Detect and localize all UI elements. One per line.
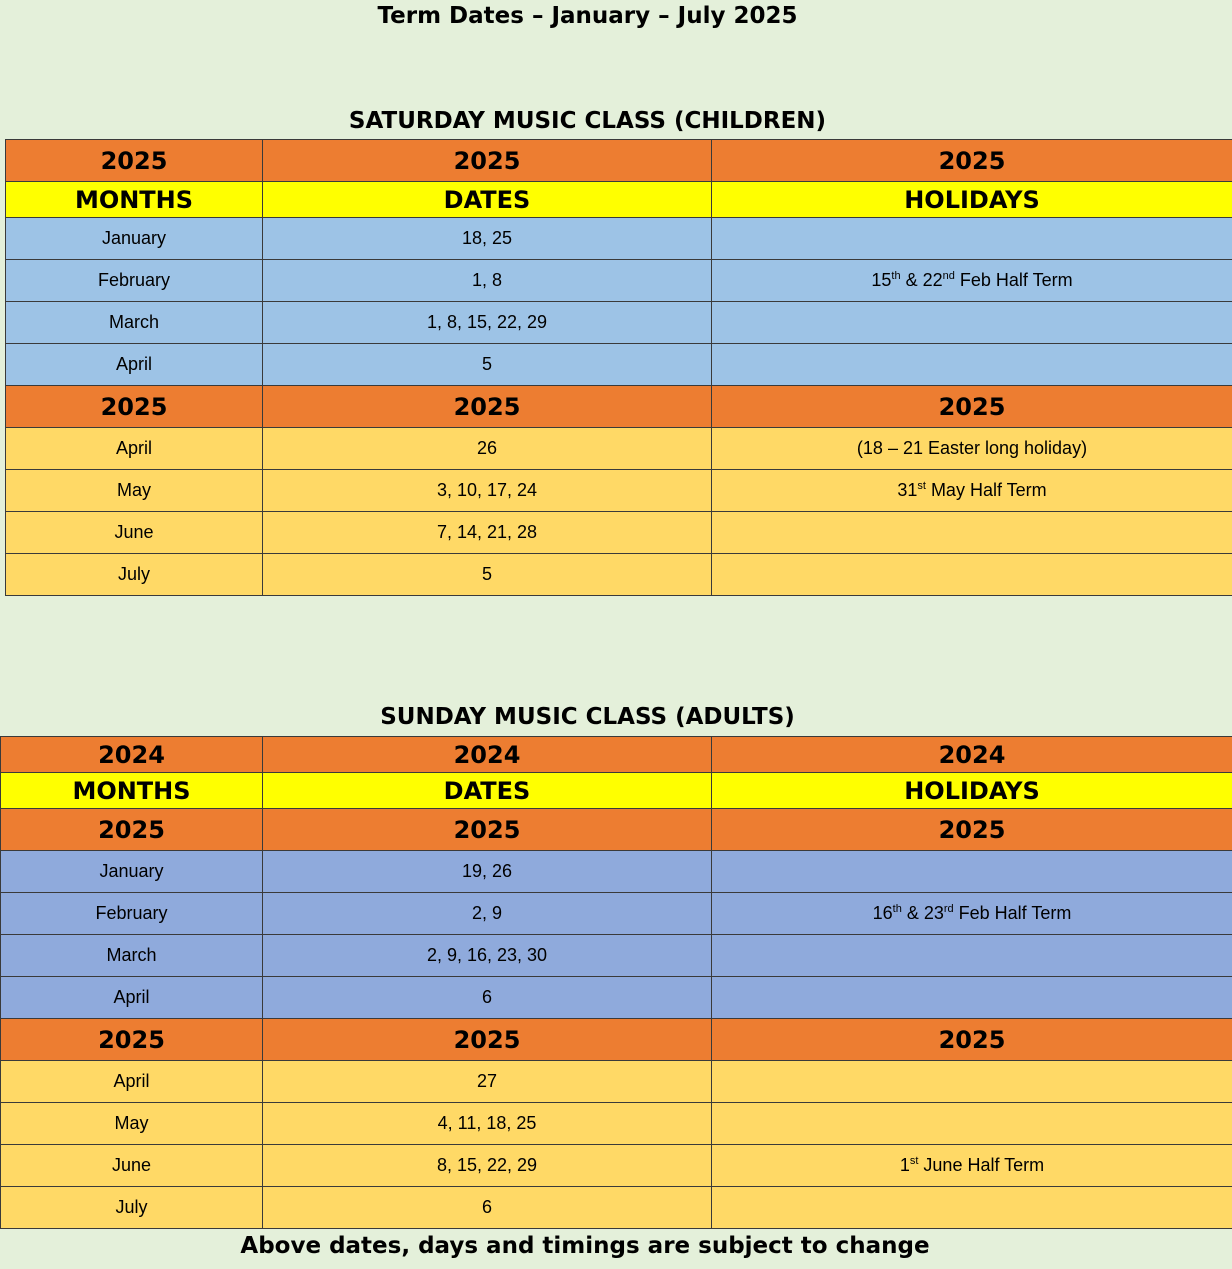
holidays-header: HOLIDAYS — [712, 182, 1232, 218]
year-cell: 2025 — [263, 386, 712, 428]
table-row — [6, 512, 1232, 554]
holiday-text: 1 — [899, 1155, 910, 1175]
saturday-schedule-table — [5, 139, 1232, 596]
ordinal-suffix: nd — [942, 270, 955, 282]
month-cell: July — [1, 1187, 263, 1229]
year-cell: 2025 — [263, 1019, 712, 1061]
month-cell: July — [6, 554, 263, 596]
holiday-text: Feb Half Term — [953, 903, 1072, 923]
holidays-header: HOLIDAYS — [712, 773, 1232, 809]
year-cell: 2024 — [712, 737, 1232, 773]
holiday-cell — [712, 977, 1232, 1019]
table-row — [1, 977, 1232, 1019]
month-cell: May — [1, 1103, 263, 1145]
table-row — [6, 554, 1232, 596]
month-cell: January — [6, 218, 263, 260]
dates-cell: 18, 25 — [263, 218, 712, 260]
year-cell: 2024 — [263, 737, 712, 773]
column-header-row — [6, 182, 1232, 218]
dates-cell: 8, 15, 22, 29 — [263, 1145, 712, 1187]
month-cell: May — [6, 470, 263, 512]
dates-cell: 19, 26 — [263, 851, 712, 893]
dates-cell: 5 — [263, 554, 712, 596]
column-header-row — [1, 773, 1232, 809]
table-row — [6, 428, 1232, 470]
holiday-cell — [712, 893, 1232, 935]
holiday-cell — [712, 1103, 1232, 1145]
table-year-header — [6, 386, 1232, 428]
holiday-cell — [712, 218, 1232, 260]
sunday-schedule-table — [0, 736, 1232, 1229]
holiday-cell — [712, 935, 1232, 977]
year-cell: 2024 — [1, 737, 263, 773]
month-cell: June — [6, 512, 263, 554]
holiday-cell — [712, 1061, 1232, 1103]
month-cell: March — [6, 302, 263, 344]
ordinal-suffix: st — [917, 480, 926, 492]
dates-cell: 5 — [263, 344, 712, 386]
table-year-header — [1, 1019, 1232, 1061]
ordinal-suffix: th — [892, 903, 902, 915]
holiday-cell: (18 – 21 Easter long holiday) — [712, 428, 1232, 470]
dates-cell: 2, 9 — [263, 893, 712, 935]
table-row — [6, 344, 1232, 386]
holiday-text: 31 — [897, 480, 918, 500]
table-year-header — [1, 809, 1232, 851]
holiday-text: May Half Term — [925, 480, 1047, 500]
year-cell: 2025 — [1, 1019, 263, 1061]
table-row — [1, 893, 1232, 935]
ordinal-suffix: rd — [943, 903, 954, 915]
holiday-cell — [712, 554, 1232, 596]
holiday-cell — [712, 470, 1232, 512]
table-year-header — [1, 737, 1232, 773]
month-cell: February — [1, 893, 263, 935]
table-row — [1, 1187, 1232, 1229]
year-cell: 2025 — [712, 809, 1232, 851]
month-cell: February — [6, 260, 263, 302]
holiday-cell — [712, 851, 1232, 893]
table-row — [6, 260, 1232, 302]
dates-cell: 2, 9, 16, 23, 30 — [263, 935, 712, 977]
months-header: MONTHS — [6, 182, 263, 218]
year-cell: 2025 — [1, 809, 263, 851]
holiday-cell — [712, 302, 1232, 344]
months-header: MONTHS — [1, 773, 263, 809]
holiday-text: Feb Half Term — [954, 270, 1073, 290]
table-row — [1, 1103, 1232, 1145]
table-row — [1, 1145, 1232, 1187]
table-row — [6, 302, 1232, 344]
month-cell: April — [1, 1061, 263, 1103]
holiday-cell — [712, 512, 1232, 554]
year-cell: 2025 — [6, 386, 263, 428]
holiday-text: 15 — [871, 270, 892, 290]
year-cell: 2025 — [712, 1019, 1232, 1061]
table-row — [1, 1061, 1232, 1103]
month-cell: January — [1, 851, 263, 893]
ordinal-suffix: th — [891, 270, 901, 282]
table-row — [1, 851, 1232, 893]
month-cell: April — [6, 428, 263, 470]
dates-cell: 6 — [263, 977, 712, 1019]
dates-header: DATES — [263, 182, 712, 218]
dates-cell: 3, 10, 17, 24 — [263, 470, 712, 512]
year-cell: 2025 — [712, 386, 1232, 428]
month-cell: March — [1, 935, 263, 977]
disclaimer-footer: Above dates, days and timings are subject to change — [240, 1233, 930, 1259]
dates-cell: 6 — [263, 1187, 712, 1229]
holiday-text: June Half Term — [918, 1155, 1045, 1175]
month-cell: April — [6, 344, 263, 386]
dates-header: DATES — [263, 773, 712, 809]
ordinal-suffix: st — [909, 1155, 919, 1167]
holiday-cell — [712, 1187, 1232, 1229]
dates-cell: 1, 8 — [263, 260, 712, 302]
page-title: Term Dates – January – July 2025 — [377, 3, 798, 29]
dates-cell: 27 — [263, 1061, 712, 1103]
year-cell: 2025 — [712, 140, 1232, 182]
table-year-header — [6, 140, 1232, 182]
table-row — [6, 470, 1232, 512]
year-cell: 2025 — [263, 140, 712, 182]
year-cell: 2025 — [263, 809, 712, 851]
dates-cell: 7, 14, 21, 28 — [263, 512, 712, 554]
dates-cell: 26 — [263, 428, 712, 470]
saturday-section-title: SATURDAY MUSIC CLASS (CHILDREN) — [348, 108, 827, 134]
holiday-cell — [712, 260, 1232, 302]
holiday-cell — [712, 1145, 1232, 1187]
year-cell: 2025 — [6, 140, 263, 182]
holiday-cell — [712, 344, 1232, 386]
table-row — [6, 218, 1232, 260]
holiday-text: & 23 — [901, 903, 944, 923]
holiday-text: & 22 — [900, 270, 943, 290]
table-row — [1, 935, 1232, 977]
dates-cell: 1, 8, 15, 22, 29 — [263, 302, 712, 344]
sunday-section-title: SUNDAY MUSIC CLASS (ADULTS) — [380, 704, 795, 730]
holiday-text: 16 — [872, 903, 893, 923]
month-cell: April — [1, 977, 263, 1019]
dates-cell: 4, 11, 18, 25 — [263, 1103, 712, 1145]
month-cell: June — [1, 1145, 263, 1187]
